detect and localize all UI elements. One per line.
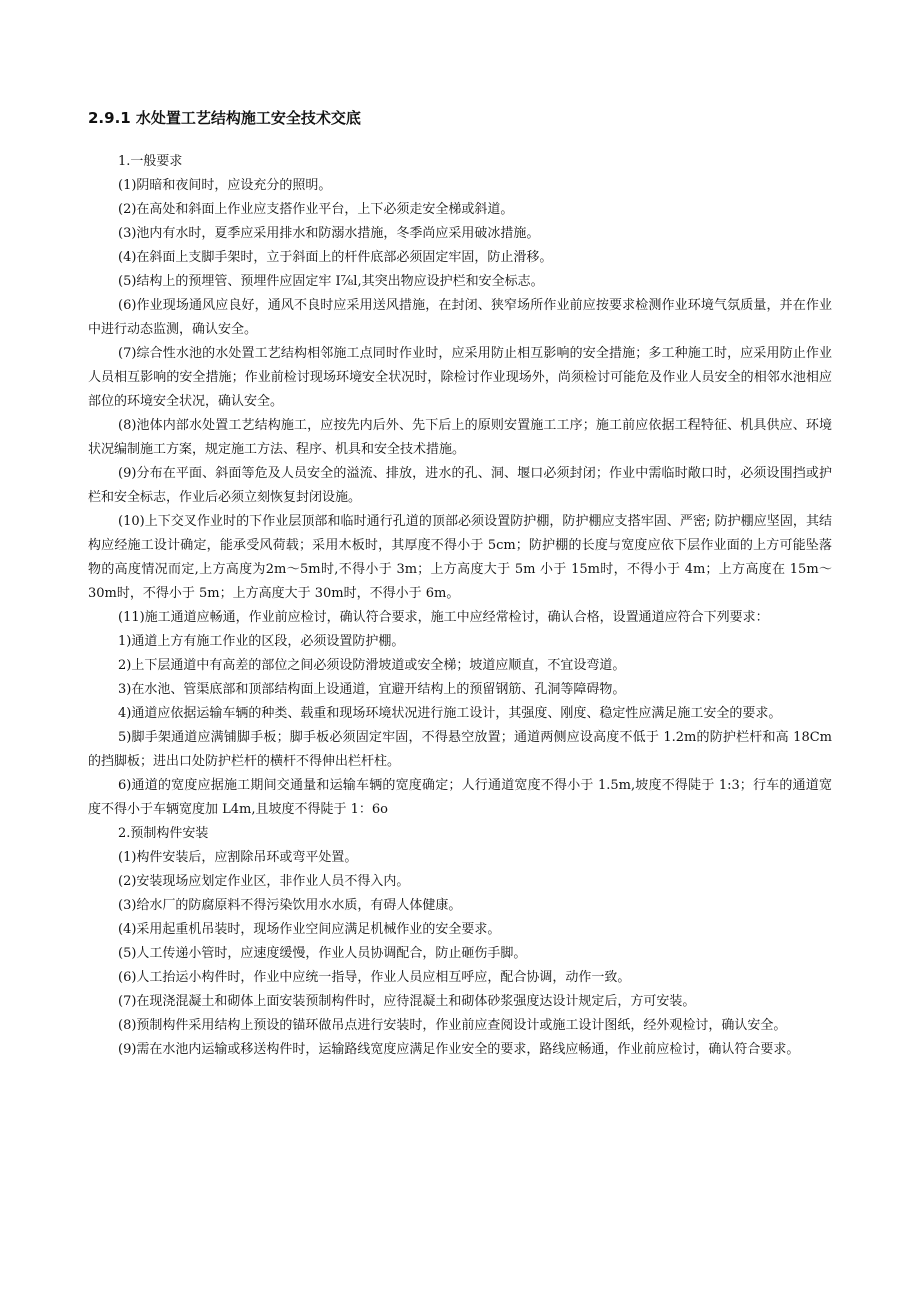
list-item: 3)在水池、管渠底部和顶部结构面上设通道，宜避开结构上的预留钢筋、孔洞等障碍物。 <box>118 682 626 697</box>
paragraph: (8)池体内部水处置工艺结构施工，应按先内后外、先下后上的原则安置施工工序；施工前应依据工程特征、机具供应、环境状况编制施工方案，规定施工方法、程序、机具和安全技术措施。 <box>88 418 832 457</box>
list-item: 1)通道上方有施工作业的区段，必须设置防护棚。 <box>118 634 405 649</box>
document-body <box>88 150 832 1062</box>
paragraph: (1)构件安装后，应割除吊环或弯平处置。 <box>118 850 358 865</box>
paragraph: (7)综合性水池的水处置工艺结构相邻施工点同时作业时，应采用防止相互影响的安全措施；多工种施工时，应采用防止作业人员相互影响的安全措施；作业前检讨现场环境安全状况时，除检讨作业现场外，尚须检讨可能危及作业人员安全的相邻水池相应部位的环境安全状况，确认安全。 <box>88 346 832 409</box>
section-heading: 2.预制构件安装 <box>118 826 209 841</box>
paragraph: (7)在现浇混凝土和砌体上面安装预制构件时，应待混凝土和砌体砂浆强度达设计规定后，方可安装。 <box>118 994 696 1009</box>
paragraph: (8)预制构件采用结构上预设的锚环做吊点进行安装时，作业前应查阅设计或施工设计图纸，经外观检讨，确认安全。 <box>118 1018 787 1033</box>
paragraph: (11)施工通道应畅通，作业前应检讨，确认符合要求，施工中应经常检讨，确认合格，设置通道应符合下列要求： <box>118 610 769 625</box>
document-title: 2.9.1 水处置工艺结构施工安全技术交底 <box>88 109 361 127</box>
paragraph: (4)采用起重机吊装时，现场作业空间应满足机械作业的安全要求。 <box>118 922 501 937</box>
paragraph: (2)安装现场应划定作业区，非作业人员不得入内。 <box>118 874 410 889</box>
paragraph: (1)阴暗和夜间时，应设充分的照明。 <box>118 178 332 193</box>
paragraph: (2)在高处和斜面上作业应支搭作业平台，上下必须走安全梯或斜道。 <box>118 202 514 217</box>
list-item: 4)通道应依据运输车辆的种类、载重和现场环境状况进行施工设计，其强度、刚度、稳定性应满足施工安全的要求。 <box>118 706 782 721</box>
list-item: 5)脚手架通道应满铺脚手板；脚手板必须固定牢固，不得悬空放置；通道两侧应设高度不低于 1.2m的防护栏杆和高 18Cm的挡脚板；进出口处防护栏杆的横杆不得伸出栏杆柱。 <box>88 730 832 769</box>
paragraph: (3)给水厂的防腐原料不得污染饮用水水质，有碍人体健康。 <box>118 898 462 913</box>
paragraph: (9)分布在平面、斜面等危及人员安全的溢流、排放，进水的孔、洞、堰口必须封闭；作业中需临时敞口时，必须设围挡或护栏和安全标志，作业后必须立刻恢复封闭设施。 <box>88 466 832 505</box>
paragraph: (9)需在水池内运输或移送构件时，运输路线宽度应满足作业安全的要求，路线应畅通，作业前应检讨，确认符合要求。 <box>118 1042 800 1057</box>
paragraph: (6)作业现场通风应良好，通风不良时应采用送风措施，在封闭、狭窄场所作业前应按要求检测作业环境气氛质量，并在作业中进行动态监测，确认安全。 <box>88 298 832 337</box>
paragraph: (4)在斜面上支脚手架时，立于斜面上的杆件底部必须固定牢固，防止滑移。 <box>118 250 553 265</box>
list-item: 2)上下层通道中有高差的部位之间必须设防滑坡道或安全梯；坡道应顺直，不宜设弯道。 <box>118 658 626 673</box>
paragraph: (10)上下交叉作业时的下作业层顶部和临时通行孔道的顶部必须设置防护棚，防护棚应支搭牢固、严密; 防护棚应坚固，其结构应经施工设计确定，能承受风荷载；采用木板时，其厚度不得小于 5cm；防护棚的长度与宽度应依下层作业面的上方可能坠落物的高度情况而定,上方高度为2m～5m时,不得小于 3m；上方高度大于 5m 小于 15m时，不得小于 4m；上方高度在 15m～30m时，不得小于 5m；上方高度大于 30m时，不得小于 6m。 <box>88 514 832 601</box>
paragraph: (5)人工传递小管时，应速度缓慢，作业人员协调配合，防止砸伤手脚。 <box>118 946 527 961</box>
paragraph: (5)结构上的预埋管、预埋件应固定牢 I⅞l,其突出物应设护栏和安全标志。 <box>118 274 544 289</box>
paragraph: (3)池内有水时，夏季应采用排水和防溺水措施，冬季尚应采用破冰措施。 <box>118 226 540 241</box>
list-item: 6)通道的宽度应据施工期间交通量和运输车辆的宽度确定；人行通道宽度不得小于 1.5m,坡度不得陡于 1:3；行车的通道宽度不得小于车辆宽度加 L4m,且坡度不得陡于 1：6o <box>88 778 832 817</box>
section-heading: 1.一般要求 <box>118 154 183 169</box>
paragraph: (6)人工抬运小构件时，作业中应统一指导，作业人员应相互呼应，配合协调，动作一致。 <box>118 970 631 985</box>
